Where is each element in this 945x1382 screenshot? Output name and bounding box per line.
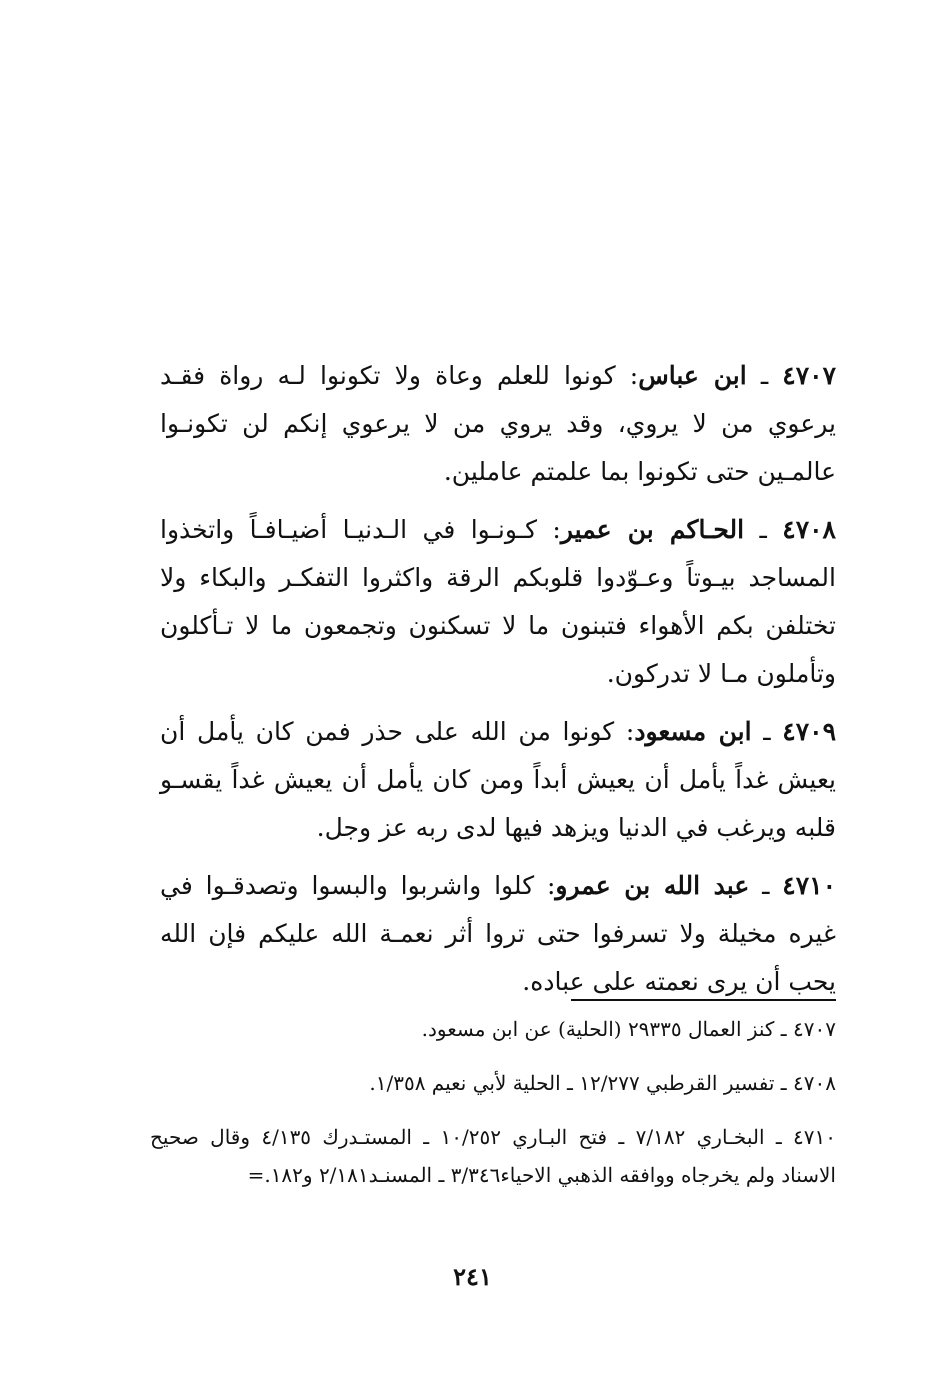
footnote-4708: ٤٧٠٨ ـ تفسير القرطبي ١٢/٢٧٧ ـ الحلية لأبي نعيم ١/٣٥٨. — [369, 1071, 836, 1095]
entry-4709: ٤٧٠٩ ـ ابن مسعود: كونوا من الله على حذر فمن كان يأمل أن يعيش غداً يأمل أن يعيش أبداً ومن كان يأمل أن يعيش غداً يقسـو قلبه ويرغب في الدنيا ويزهد فيها لدى ربه عز وجل. — [160, 717, 836, 842]
footnote-number: ٤٧٠٧ — [793, 1017, 836, 1041]
footnote-text: تفسير القرطبي ١٢/٢٧٧ ـ الحلية لأبي نعيم ١/٣٥٨. — [369, 1071, 775, 1095]
entry-text: كونوا من الله على حذر فمن كان يأمل أن يعيش غداً يأمل أن يعيش أبداً ومن كان يأمل أن يعيش غداً يقسـو قلبه ويرغب في الدنيا ويزهد فيها لدى ربه عز وجل. — [160, 717, 836, 842]
entry-4708: ٤٧٠٨ ـ الحـاكم بن عمير: كـونـوا في الـدنيـا أضيـافـاً واتخذوا المساجد بيـوتاً وعـوّدوا قلوبكم الرقة واكثروا التفكـر والبكاء ولا تختلفن بكم الأهواء فتبنون ما لا تسكنون وتجمعون ما لا تـأكلون وتأملون مـا لا تدركون. — [160, 515, 836, 688]
page-number: ٢٤١ — [453, 1262, 492, 1291]
footnote-separator — [571, 999, 836, 1001]
entry-4710: ٤٧١٠ ـ عبد الله بن عمرو: كلوا واشربوا والبسوا وتصدقـوا في غيره مخيلة ولا تسرفوا حتى تروا أثر نعمـة الله عليكم فإن الله يحب أن يرى نعمته على عباده. — [160, 871, 837, 996]
footnote-4710: ٤٧١٠ ـ البخـاري ٧/١٨٢ ـ فتح البـاري ١٠/٢٥٢ ـ المستـدرك ٤/١٣٥ وقال صحيح الاسناد ولم يخرجاه ووافقه الذهبي الاحياء٣/٣٤٦ ـ المسنـد٢/١٨١ و١٨٢.= — [150, 1125, 837, 1187]
entry-number: ٤٧٠٨ — [782, 515, 836, 544]
entry-speaker: الحـاكم بن عمير — [560, 515, 745, 544]
main-text — [160, 352, 836, 1016]
entry-number: ٤٧٠٩ — [782, 717, 836, 746]
footnote-number: ٤٧٠٨ — [793, 1071, 836, 1095]
entry-speaker: ابن مسعود — [634, 717, 752, 746]
entry-number: ٤٧٠٧ — [782, 361, 837, 390]
footnote-text: البخـاري ٧/١٨٢ ـ فتح البـاري ١٠/٢٥٢ ـ المستـدرك ٤/١٣٥ وقال صحيح الاسناد ولم يخرجاه ووافقه الذهبي الاحياء٣/٣٤٦ ـ المسنـد٢/١٨١ و١٨٢.= — [150, 1125, 836, 1187]
entry-text: كلوا واشربوا والبسوا وتصدقـوا في غيره مخيلة ولا تسرفوا حتى تروا أثر نعمـة الله عليكم فإن الله يحب أن يرى نعمته على عباده. — [160, 871, 836, 996]
entry-speaker: ابن عباس — [638, 361, 747, 390]
entry-4707: ٤٧٠٧ ـ ابن عباس: كونوا للعلم وعاة ولا تكونوا لـه رواة فقـد يرعوي من لا يروي، وقد يروي من لا يرعوي إنكم لن تكونـوا عالمـين حتى تكونوا بما علمتم عاملين. — [160, 361, 837, 486]
footnote-text: كنز العمال ٢٩٣٣٥ (الحلية) عن ابن مسعود. — [421, 1017, 775, 1041]
footnote-number: ٤٧١٠ — [793, 1125, 837, 1149]
entry-number: ٤٧١٠ — [782, 871, 837, 900]
entry-speaker: عبد الله بن عمرو — [555, 871, 750, 900]
footnote-4707: ٤٧٠٧ ـ كنز العمال ٢٩٣٣٥ (الحلية) عن ابن مسعود. — [421, 1017, 836, 1041]
entry-text: كونوا للعلم وعاة ولا تكونوا لـه رواة فقـد يرعوي من لا يروي، وقد يروي من لا يرعوي إنكم لن تكونـوا عالمـين حتى تكونوا بما علمتم عاملين. — [160, 361, 836, 486]
footnotes — [150, 1010, 836, 1210]
entry-text: كـونـوا في الـدنيـا أضيـافـاً واتخذوا المساجد بيـوتاً وعـوّدوا قلوبكم الرقة واكثروا التفكـر والبكاء ولا تختلفن بكم الأهواء فتبنون ما لا تسكنون وتجمعون ما لا تـأكلون وتأملون مـا لا تدركون. — [160, 515, 836, 688]
